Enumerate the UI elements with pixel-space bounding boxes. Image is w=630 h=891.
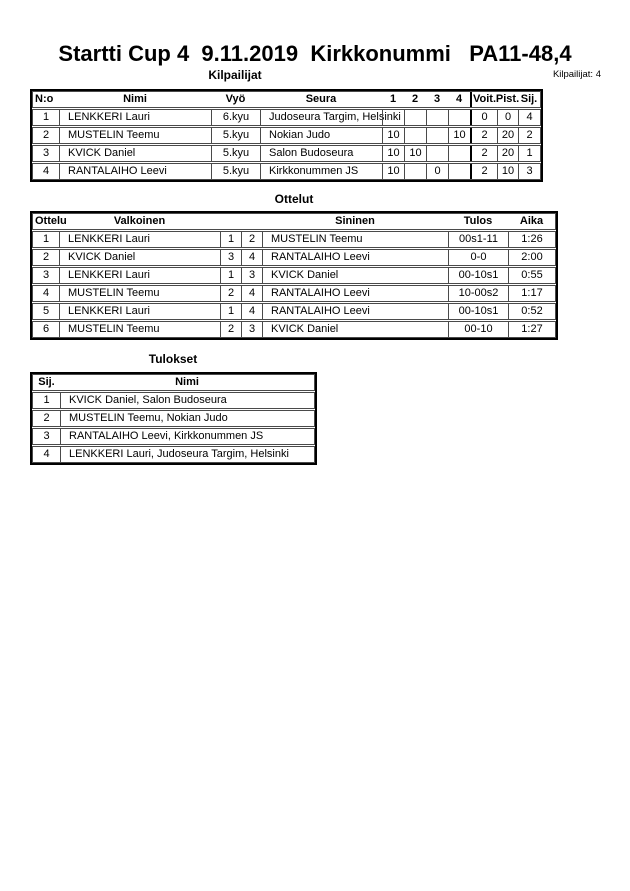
ottelut-header-row [32, 213, 556, 230]
white-player-number: 1 [220, 232, 241, 247]
blue-player: KVICK Daniel [262, 268, 448, 283]
round-2-score [404, 128, 426, 143]
blue-player-number: 2 [241, 232, 262, 247]
col-header-white-number [220, 214, 241, 229]
result-row [32, 428, 315, 445]
round-4-score [448, 110, 470, 125]
round-4-score [448, 164, 470, 179]
points-value: 10 [497, 164, 518, 179]
col-header-round-2: 2 [411, 93, 419, 105]
col-header-round-3: 3 [433, 93, 441, 105]
competitor-belt: 5.kyu [211, 128, 260, 143]
points-value: 20 [497, 128, 518, 143]
round-2-score: 10 [404, 146, 426, 161]
blue-player: MUSTELIN Teemu [262, 232, 448, 247]
table-row [32, 163, 541, 180]
blue-player: KVICK Daniel [262, 322, 448, 337]
match-result: 10-00s2 [448, 286, 508, 301]
points-value: 20 [497, 146, 518, 161]
match-number: 3 [42, 269, 50, 281]
kilpailijat-table [30, 89, 543, 182]
competitor-club: Salon Budoseura [260, 146, 382, 161]
match-result: 00s1-11 [448, 232, 508, 247]
round-1-score: 10 [382, 164, 404, 179]
match-number: 4 [42, 287, 50, 299]
tulokset-heading: Tulokset [148, 352, 198, 366]
result-row [32, 392, 315, 409]
points-value: 0 [497, 110, 518, 125]
blue-player-number: 3 [241, 322, 262, 337]
match-row [32, 267, 556, 284]
white-player: LENKKERI Lauri [59, 232, 220, 247]
wins-value: 2 [470, 164, 497, 179]
competitor-number: 3 [42, 147, 50, 159]
competitor-name: KVICK Daniel [59, 146, 211, 161]
table-row [32, 145, 541, 162]
round-3-score [426, 146, 448, 161]
placement-value: 3 [518, 164, 540, 179]
result-row [32, 446, 315, 463]
match-number: 5 [42, 305, 50, 317]
ottelut-heading: Ottelut [274, 192, 314, 206]
competitor-club: Kirkkonummen JS [260, 164, 382, 179]
result-placement: 4 [43, 448, 50, 460]
col-header-valkoinen: Valkoinen [113, 215, 166, 227]
round-1-score: 10 [382, 146, 404, 161]
ottelut-table [30, 211, 558, 340]
col-header-no: N:o [35, 93, 54, 105]
result-placement: 3 [43, 430, 50, 442]
kilpailijat-heading: Kilpailijat [208, 68, 262, 82]
match-row [32, 303, 556, 320]
match-row [32, 285, 556, 302]
col-header-tulos: Tulos [463, 215, 493, 227]
round-3-score: 0 [426, 164, 448, 179]
result-name: KVICK Daniel, Salon Budoseura [60, 393, 314, 408]
competitor-name: RANTALAIHO Leevi [59, 164, 211, 179]
result-name: LENKKERI Lauri, Judoseura Targim, Helsinki [60, 447, 314, 462]
white-player: LENKKERI Lauri [59, 268, 220, 283]
blue-player-number: 4 [241, 250, 262, 265]
col-header-blue-number [241, 214, 262, 229]
tulokset-header-row [32, 374, 315, 391]
white-player: KVICK Daniel [59, 250, 220, 265]
white-player-number: 1 [220, 304, 241, 319]
wins-value: 2 [470, 146, 497, 161]
col-header-sininen: Sininen [335, 215, 375, 227]
blue-player: RANTALAIHO Leevi [262, 304, 448, 319]
match-number: 2 [42, 251, 50, 263]
match-number: 6 [42, 323, 50, 335]
competitor-count: Kilpailijat: 4 [552, 69, 601, 80]
col-header-nimi: Nimi [175, 376, 199, 388]
match-result: 00-10s1 [448, 304, 508, 319]
match-time: 1:27 [508, 322, 555, 337]
competitor-number: 2 [42, 129, 50, 141]
blue-player-number: 4 [241, 286, 262, 301]
wins-value: 2 [470, 128, 497, 143]
match-row [32, 249, 556, 266]
blue-player: RANTALAIHO Leevi [262, 250, 448, 265]
competitor-club: Nokian Judo [260, 128, 382, 143]
white-player-number: 2 [220, 322, 241, 337]
wins-value: 0 [470, 110, 497, 125]
match-number: 1 [42, 233, 50, 245]
competitor-club: Judoseura Targim, Helsinki [260, 110, 382, 125]
placement-value: 2 [518, 128, 540, 143]
round-1-score [382, 110, 404, 125]
placement-value: 1 [518, 146, 540, 161]
round-3-score [426, 110, 448, 125]
col-header-sij: Sij. [38, 376, 55, 388]
tulokset-table [30, 372, 317, 465]
round-2-score [404, 164, 426, 179]
result-placement: 2 [43, 412, 50, 424]
match-time: 2:00 [508, 250, 555, 265]
round-1-score: 10 [382, 128, 404, 143]
round-3-score [426, 128, 448, 143]
competitor-number: 1 [42, 111, 50, 123]
col-header-nimi: Nimi [123, 93, 147, 105]
white-player: MUSTELIN Teemu [59, 322, 220, 337]
competitor-belt: 5.kyu [211, 146, 260, 161]
placement-value: 4 [518, 110, 540, 125]
col-header-vyo: Vyö [225, 93, 246, 105]
col-header-pist: Pist. [495, 93, 520, 105]
competitor-name: LENKKERI Lauri [59, 110, 211, 125]
round-4-score [448, 146, 470, 161]
col-header-round-4: 4 [455, 93, 463, 105]
match-result: 0-0 [448, 250, 508, 265]
round-2-score [404, 110, 426, 125]
competitor-belt: 5.kyu [211, 164, 260, 179]
match-time: 0:52 [508, 304, 555, 319]
match-result: 00-10 [448, 322, 508, 337]
competitor-belt: 6.kyu [211, 110, 260, 125]
white-player-number: 3 [220, 250, 241, 265]
kilpailijat-header-row [32, 91, 541, 108]
white-player-number: 2 [220, 286, 241, 301]
col-header-ottelu: Ottelu [35, 215, 67, 227]
col-header-voit: Voit. [470, 92, 497, 107]
white-player: LENKKERI Lauri [59, 304, 220, 319]
competitor-number: 4 [42, 165, 50, 177]
white-player: MUSTELIN Teemu [59, 286, 220, 301]
match-time: 1:26 [508, 232, 555, 247]
round-4-score: 10 [448, 128, 470, 143]
table-row [32, 127, 541, 144]
blue-player-number: 3 [241, 268, 262, 283]
col-header-seura: Seura [305, 93, 337, 105]
competitor-name: MUSTELIN Teemu [59, 128, 211, 143]
result-name: MUSTELIN Teemu, Nokian Judo [60, 411, 314, 426]
match-row [32, 231, 556, 248]
col-header-aika: Aika [519, 215, 544, 227]
match-row [32, 321, 556, 338]
result-placement: 1 [43, 394, 50, 406]
match-time: 0:55 [508, 268, 555, 283]
match-result: 00-10s1 [448, 268, 508, 283]
blue-player-number: 4 [241, 304, 262, 319]
white-player-number: 1 [220, 268, 241, 283]
match-time: 1:17 [508, 286, 555, 301]
col-header-sij: Sij. [520, 93, 538, 105]
table-row [32, 109, 541, 126]
result-row [32, 410, 315, 427]
page-title: Startti Cup 4 9.11.2019 Kirkkonummi PA11-48,4 [58, 41, 572, 66]
blue-player: RANTALAIHO Leevi [262, 286, 448, 301]
result-name: RANTALAIHO Leevi, Kirkkonummen JS [60, 429, 314, 444]
col-header-round-1: 1 [389, 93, 397, 105]
